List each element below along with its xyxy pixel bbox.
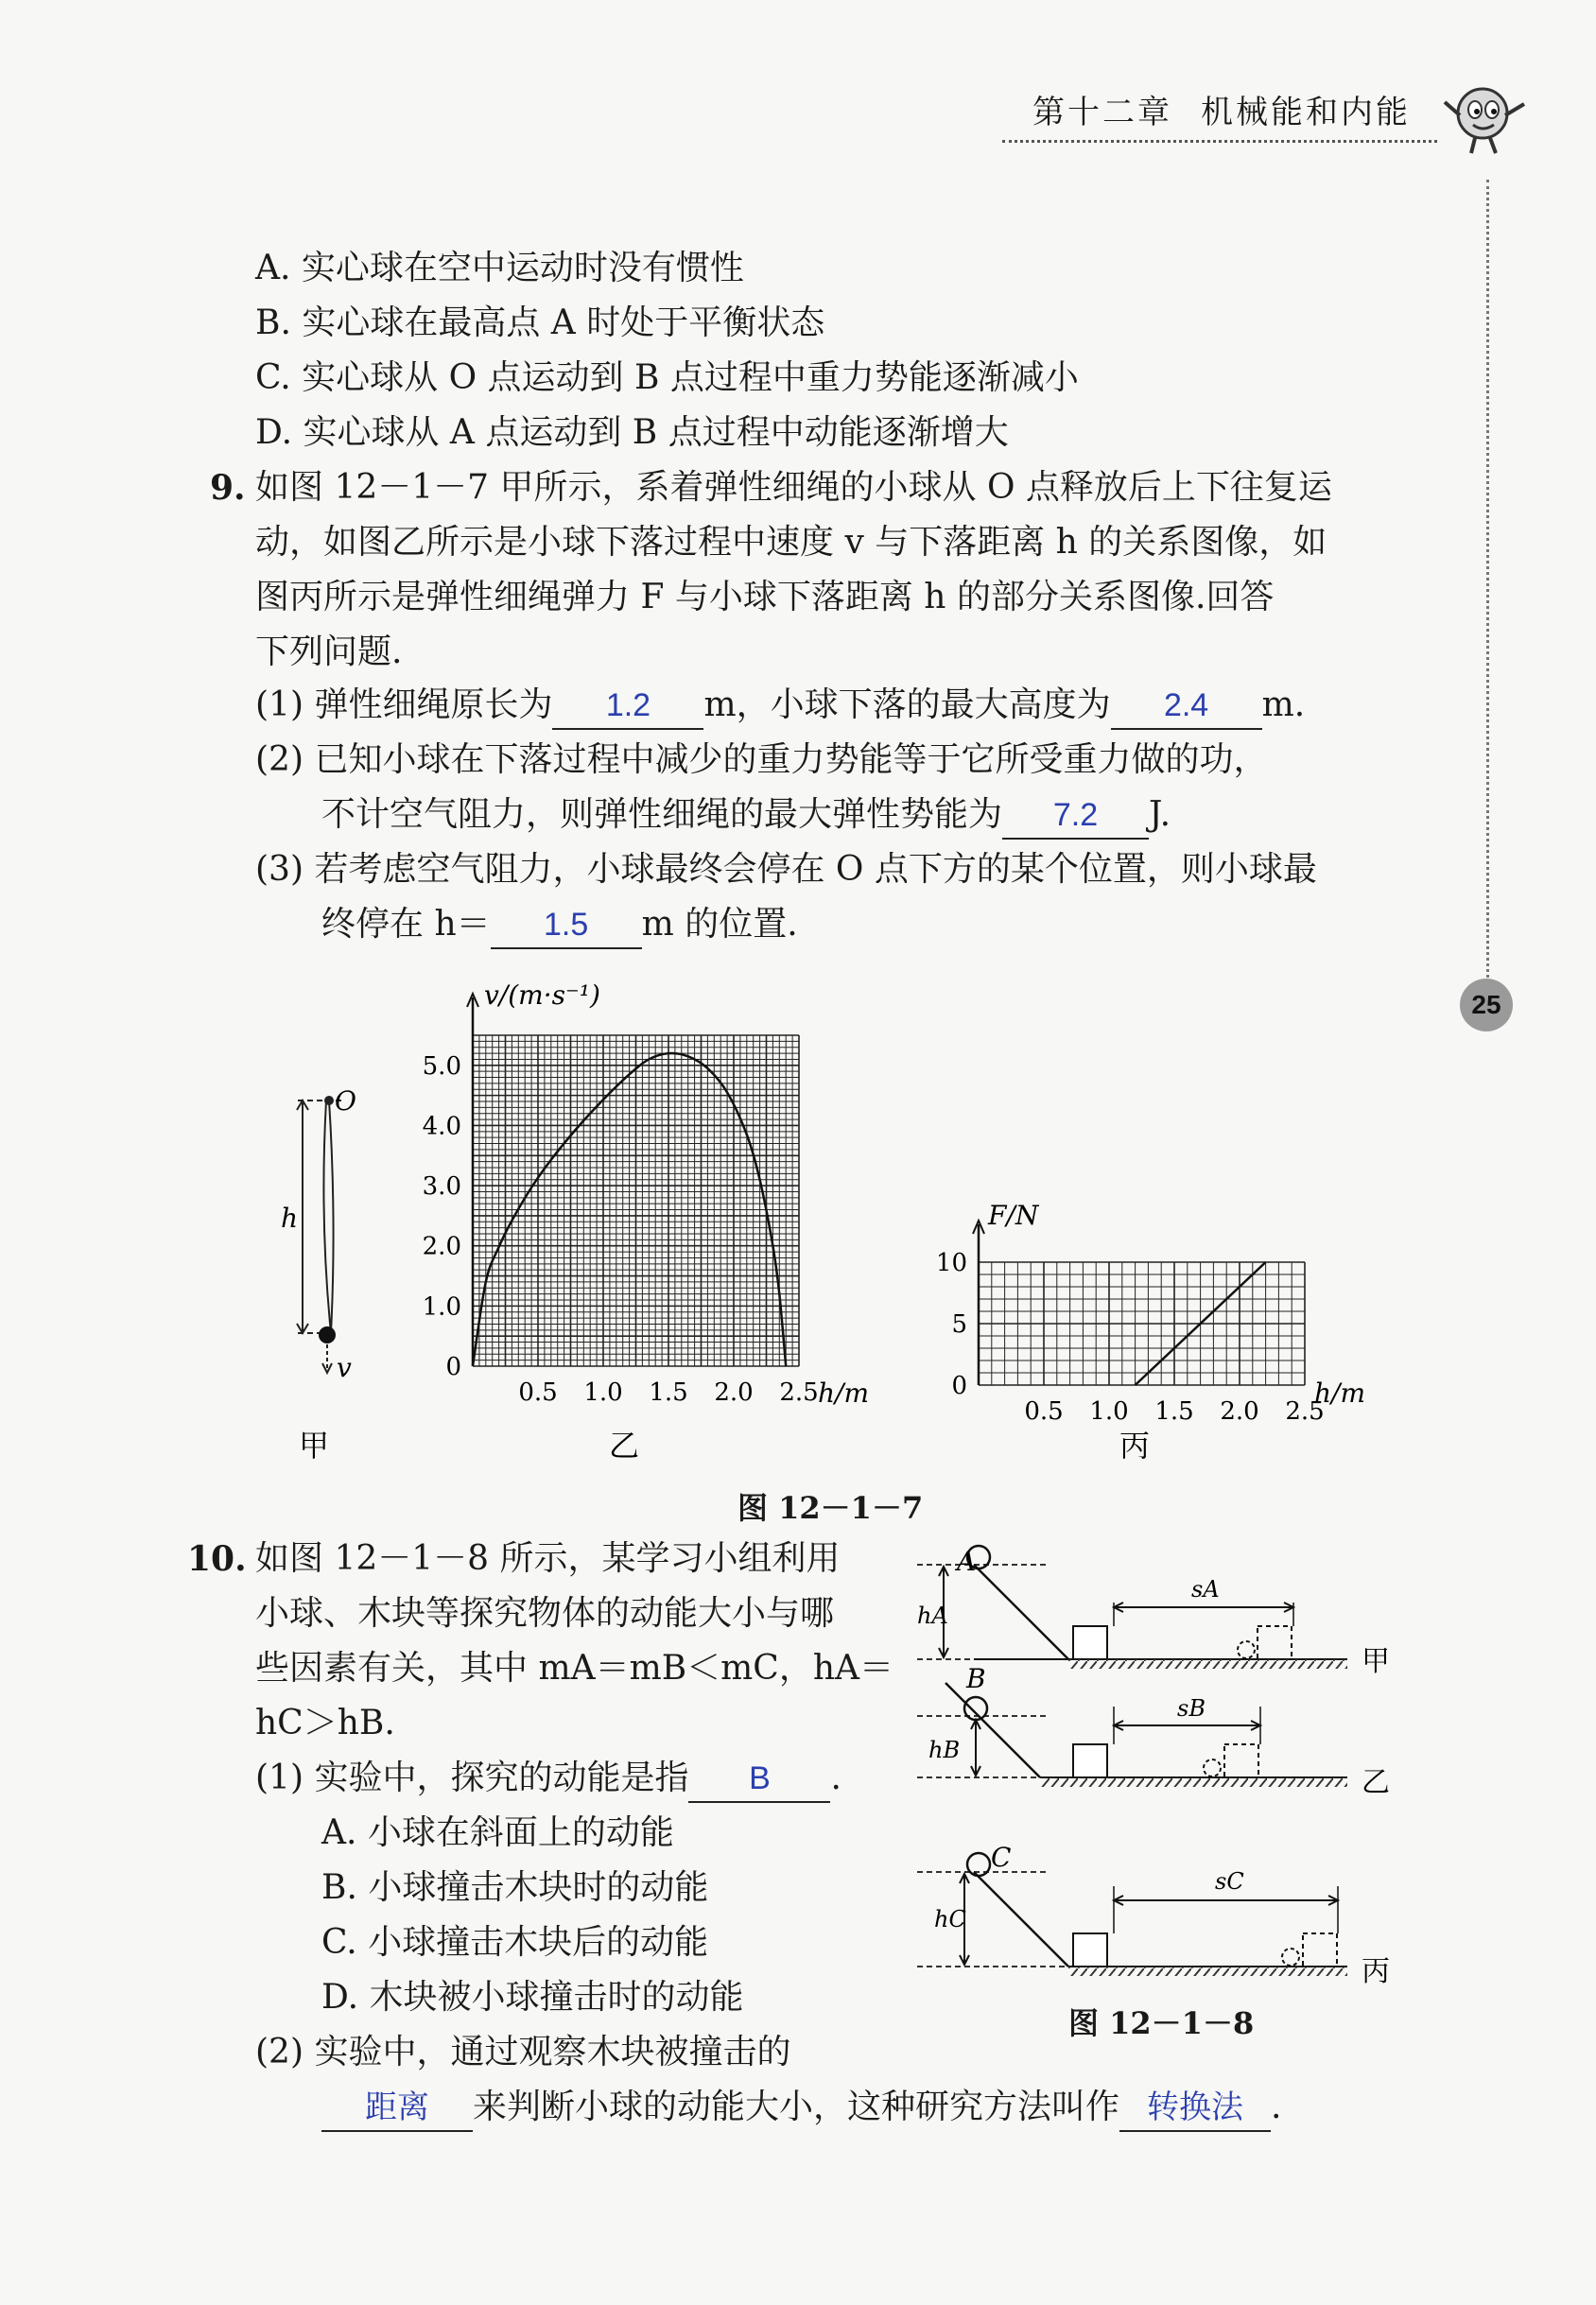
q9-p1-text-a: (1) 弹性细绳原长为 bbox=[255, 685, 553, 724]
ramp bbox=[974, 1872, 1068, 1967]
q10-p2-text-a: 来判断小球的动能大小，这种研究方法叫作 bbox=[473, 2088, 1120, 2126]
q8-option-a: A. 实心球在空中运动时没有惯性 bbox=[255, 249, 744, 287]
q10-answer-2-blank[interactable] bbox=[321, 2088, 473, 2132]
q10-p1-text-b: . bbox=[830, 1759, 841, 1797]
q9-p3-text-b: m 的位置. bbox=[641, 905, 798, 944]
q9-stem-line: 图丙所示是弹性细绳弹力 F 与小球下落距离 h 的部分关系图像.回答 bbox=[255, 578, 1275, 616]
q9-number: 9. bbox=[210, 468, 246, 508]
x-tick-label: 1.5 bbox=[1154, 1397, 1194, 1426]
chart-bing bbox=[922, 1182, 1414, 1475]
jia-label-v: v bbox=[337, 1352, 352, 1383]
q9-answer-3: 7.2 bbox=[1052, 797, 1099, 833]
mascot-icon bbox=[1437, 76, 1532, 161]
yi-xlabel: h/m bbox=[818, 1378, 870, 1409]
q9-answer-3-blank[interactable] bbox=[1002, 796, 1149, 840]
q10-part-2-line1: (2) 实验中，通过观察木块被撞击的 bbox=[255, 2033, 791, 2071]
q10-p2-text-b: . bbox=[1271, 2088, 1282, 2126]
chapter-title: 机械能和内能 bbox=[1201, 94, 1411, 131]
x-tick-label: 1.0 bbox=[583, 1378, 623, 1407]
panel-jia-height-label: hA bbox=[917, 1603, 948, 1629]
panel-jia-label: 甲 bbox=[1362, 1645, 1390, 1678]
q8-option-d: D. 实心球从 A 点运动到 B 点过程中动能逐渐增大 bbox=[255, 413, 1009, 452]
yi-ticks bbox=[423, 1052, 819, 1407]
panel-yi-ball-label: B bbox=[966, 1663, 986, 1694]
chart-yi bbox=[416, 955, 889, 1475]
q10-stem-line: 如图 12－1－8 所示，某学习小组利用 bbox=[255, 1539, 841, 1578]
q9-p3-text-a: 终停在 h＝ bbox=[321, 905, 491, 944]
y-tick-label: 0 bbox=[445, 1353, 461, 1381]
y-tick-label: 2.0 bbox=[422, 1232, 461, 1261]
q10-part-1 bbox=[255, 1751, 841, 1806]
q10-stem-line: 些因素有关，其中 mA＝mB＜mC，hA＝ bbox=[255, 1649, 894, 1688]
bing-ylabel: F/N bbox=[988, 1200, 1039, 1231]
ramp bbox=[974, 1565, 1068, 1659]
y-tick-label: 4.0 bbox=[422, 1112, 461, 1141]
x-tick-label: 0.5 bbox=[518, 1378, 558, 1407]
q9-part-1 bbox=[255, 678, 1305, 733]
q9-part-3-line1: (3) 若考虑空气阻力，小球最终会停在 O 点下方的某个位置，则小球最 bbox=[255, 850, 1317, 889]
q10-number: 10. bbox=[187, 1539, 247, 1579]
figure-12-1-7-caption: 图 12－1－7 bbox=[737, 1490, 924, 1526]
header-dotted-rule bbox=[1002, 140, 1437, 143]
y-tick-label: 0 bbox=[951, 1372, 967, 1400]
q9-answer-2: 2.4 bbox=[1163, 687, 1209, 723]
y-tick-label: 10 bbox=[935, 1249, 967, 1277]
x-tick-label: 2.0 bbox=[714, 1378, 754, 1407]
q8-option-c: C. 实心球从 O 点运动到 B 点过程中重力势能逐渐减小 bbox=[255, 358, 1079, 397]
panel-bing bbox=[917, 1842, 1390, 1988]
page-number: 25 bbox=[1471, 990, 1501, 1019]
q8-option-b: B. 实心球在最高点 A 时处于平衡状态 bbox=[255, 303, 825, 342]
q10-options bbox=[321, 1806, 743, 2025]
yi-ylabel: v/(m·s⁻¹) bbox=[484, 979, 600, 1011]
y-tick-label: 3.0 bbox=[422, 1172, 461, 1202]
chapter-number: 第十二章 bbox=[1032, 94, 1172, 131]
q9-answer-2-blank[interactable] bbox=[1111, 686, 1262, 730]
q9-p2-text-a: 不计空气阻力，则弹性细绳的最大弹性势能为 bbox=[321, 795, 1003, 834]
q9-stem-line: 动，如图乙所示是小球下落过程中速度 v 与下落距离 h 的关系图像，如 bbox=[255, 523, 1327, 562]
q9-answer-1: 1.2 bbox=[605, 687, 651, 723]
q10-option-b: B. 小球撞击木块时的动能 bbox=[321, 1868, 709, 1907]
q9-p1-text-c: m. bbox=[1261, 685, 1306, 724]
panel-yi-height-label: hB bbox=[928, 1737, 961, 1763]
q9-p2-text-b: J. bbox=[1149, 795, 1171, 834]
x-tick-label: 2.5 bbox=[1285, 1397, 1325, 1426]
q9-stem-line: 下列问题. bbox=[255, 633, 403, 671]
panel-jia-distance-label: sA bbox=[1191, 1576, 1220, 1603]
bing-caption: 丙 bbox=[1119, 1428, 1151, 1464]
wood-block bbox=[1073, 1933, 1107, 1967]
panel-bing-height-label: hC bbox=[934, 1906, 966, 1932]
margin-dotted-line bbox=[1486, 180, 1489, 983]
q10-option-c: C. 小球撞击木块后的动能 bbox=[321, 1923, 709, 1962]
yi-grid bbox=[467, 994, 799, 1366]
panel-bing-ball-label: C bbox=[991, 1842, 1012, 1873]
q10-stem-line: 小球、木块等探究物体的动能大小与哪 bbox=[255, 1594, 835, 1633]
q8-options bbox=[255, 241, 1079, 460]
y-tick-label: 5 bbox=[951, 1310, 967, 1339]
panel-yi-label: 乙 bbox=[1362, 1766, 1390, 1799]
x-tick-label: 1.5 bbox=[649, 1378, 688, 1407]
panel-bing-distance-label: sC bbox=[1215, 1868, 1244, 1895]
q9-stem-line: 如图 12－1－7 甲所示，系着弹性细绳的小球从 O 点释放后上下往复运 bbox=[255, 468, 1332, 507]
q10-option-a: A. 小球在斜面上的动能 bbox=[321, 1813, 674, 1852]
jia-ball bbox=[319, 1326, 336, 1343]
q9-part-2-line1: (2) 已知小球在下落过程中减少的重力势能等于它所受重力做的功， bbox=[255, 740, 1268, 779]
q10-stem bbox=[255, 1532, 893, 1751]
q9-p1-text-b: m，小球下落的最大高度为 bbox=[703, 685, 1111, 724]
panel-yi bbox=[917, 1663, 1390, 1799]
x-tick-label: 2.5 bbox=[779, 1378, 819, 1407]
jia-label-h: h bbox=[280, 1203, 299, 1234]
panel-bing-label: 丙 bbox=[1362, 1955, 1390, 1988]
q9-answer-4: 1.5 bbox=[544, 907, 589, 943]
y-tick-label: 5.0 bbox=[422, 1051, 461, 1081]
q10-p1-text-a: (1) 实验中，探究的动能是指 bbox=[255, 1759, 689, 1797]
jia-label-o: O bbox=[335, 1085, 356, 1117]
yi-caption: 乙 bbox=[608, 1428, 640, 1464]
q9-answer-1-blank[interactable] bbox=[552, 686, 703, 730]
q10-stem-line: hC＞hB. bbox=[255, 1704, 395, 1742]
panel-jia bbox=[917, 1546, 1390, 1678]
q9-stem bbox=[255, 460, 1332, 680]
q10-answer-3: 转换法 bbox=[1147, 2089, 1244, 2125]
jia-caption: 甲 bbox=[298, 1428, 330, 1464]
q10-answer-1: B bbox=[749, 1760, 771, 1796]
panel-jia-ball-label: A bbox=[957, 1546, 977, 1577]
x-tick-label: 1.0 bbox=[1089, 1397, 1129, 1426]
bing-xlabel: h/m bbox=[1314, 1378, 1366, 1409]
figure-12-1-8-caption: 图 12－1－8 bbox=[1068, 2005, 1255, 2041]
x-tick-label: 2.0 bbox=[1220, 1397, 1259, 1426]
chapter-header bbox=[1021, 85, 1437, 142]
page-number-badge bbox=[1460, 979, 1513, 1031]
panel-yi-distance-label: sB bbox=[1177, 1695, 1206, 1722]
q10-part-2-line2 bbox=[321, 2080, 1281, 2135]
figure-jia bbox=[274, 1078, 388, 1475]
x-tick-label: 0.5 bbox=[1024, 1397, 1064, 1426]
q9-part-3-line2 bbox=[321, 897, 798, 952]
bing-grid bbox=[973, 1221, 1305, 1385]
y-tick-label: 1.0 bbox=[422, 1292, 461, 1322]
q9-part-2-line2 bbox=[321, 788, 1171, 842]
q10-answer-3-blank[interactable] bbox=[1119, 2088, 1271, 2132]
jia-elastic-cord bbox=[323, 1101, 333, 1333]
wood-block bbox=[1073, 1626, 1107, 1659]
ramp bbox=[945, 1683, 1040, 1777]
q10-answer-1-blank[interactable] bbox=[688, 1759, 830, 1803]
q10-option-d: D. 木块被小球撞击时的动能 bbox=[321, 1978, 744, 2017]
q9-answer-4-blank[interactable] bbox=[491, 906, 642, 949]
wood-block bbox=[1073, 1744, 1107, 1777]
q10-answer-2: 距离 bbox=[365, 2089, 429, 2125]
figure-12-1-8 bbox=[908, 1536, 1418, 2009]
